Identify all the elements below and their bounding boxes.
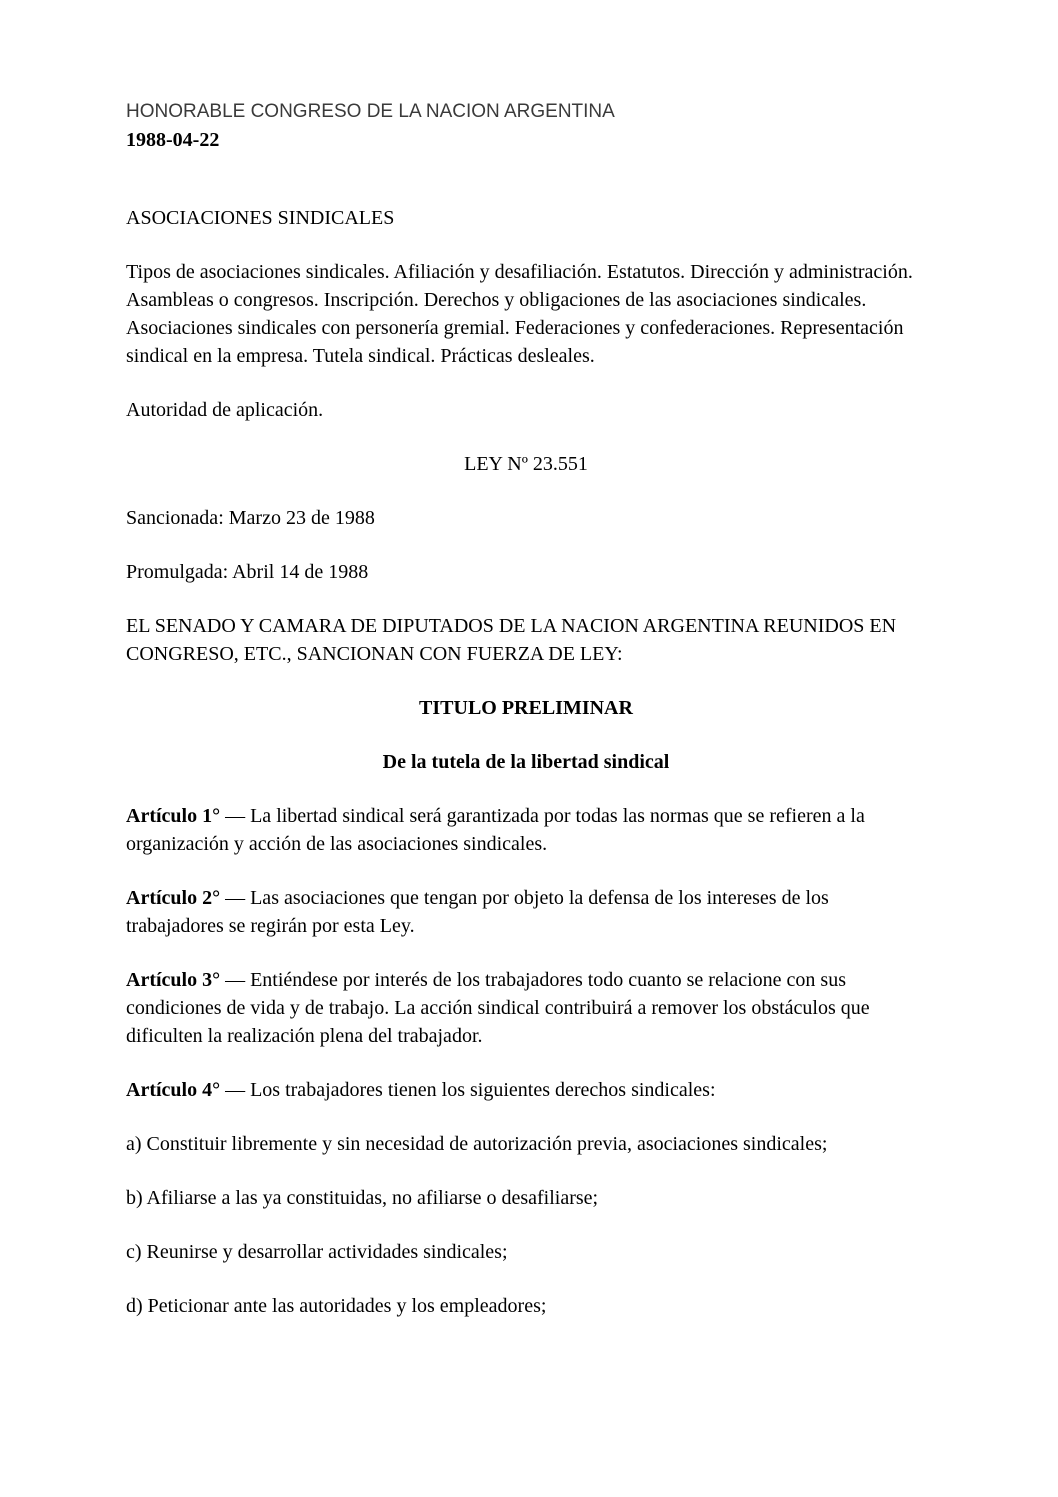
article-3 — [126, 966, 926, 1050]
article-text: — Entiéndese por interés de los trabajadores todo cuanto se relacione con sus condiciones de vida y de trabajo. La acción sindical contribuirá a remover los obstáculos que dificulten la realización plena del trabajador. — [126, 969, 870, 1047]
document-topic: ASOCIACIONES SINDICALES — [126, 207, 395, 229]
authority-line: Autoridad de aplicación. — [126, 399, 324, 421]
article-label: Artículo 2° — [126, 887, 221, 909]
article-text: — Los trabajadores tienen los siguientes derechos sindicales: — [220, 1079, 716, 1101]
section-title: TITULO PRELIMINAR — [419, 697, 633, 719]
article-4 — [126, 1076, 926, 1104]
article-label: Artículo 4° — [126, 1079, 221, 1101]
enacting-clause: EL SENADO Y CAMARA DE DIPUTADOS DE LA NACION ARGENTINA REUNIDOS EN CONGRESO, ETC., SANCIONAN CON FUERZA DE LEY: — [126, 615, 897, 665]
article-label: Artículo 1° — [126, 805, 221, 827]
article-1 — [126, 802, 926, 858]
clause-b: b) Afiliarse a las ya constituidas, no afiliarse o desafiliarse; — [126, 1187, 599, 1209]
document-summary: Tipos de asociaciones sindicales. Afiliación y desafiliación. Estatutos. Dirección y administración. Asambleas o congresos. Inscripción. Derechos y obligaciones de las asociaciones sindicales. Asociaciones sindicales con personería gremial. Federaciones y confederaciones. Representación sindical en la empresa. Tutela sindical. Prácticas desleales. — [126, 261, 913, 367]
clause-d: d) Peticionar ante las autoridades y los empleadores; — [126, 1295, 547, 1317]
header-organization: HONORABLE CONGRESO DE LA NACION ARGENTINA — [126, 101, 615, 122]
section-subtitle: De la tutela de la libertad sindical — [382, 751, 670, 773]
article-text: — Las asociaciones que tengan por objeto la defensa de los intereses de los trabajadores se regirán por esta Ley. — [126, 887, 829, 937]
clause-c: c) Reunirse y desarrollar actividades sindicales; — [126, 1241, 508, 1263]
sanctioned-date: Sancionada: Marzo 23 de 1988 — [126, 507, 375, 529]
article-2 — [126, 884, 926, 940]
article-text: — La libertad sindical será garantizada por todas las normas que se refieren a la organización y acción de las asociaciones sindicales. — [126, 805, 865, 855]
promulgated-date: Promulgada: Abril 14 de 1988 — [126, 561, 369, 583]
document-page — [126, 98, 926, 1320]
clause-a: a) Constituir libremente y sin necesidad de autorización previa, asociaciones sindicales; — [126, 1133, 828, 1155]
article-label: Artículo 3° — [126, 969, 221, 991]
header-date: 1988-04-22 — [126, 129, 220, 151]
law-number: LEY Nº 23.551 — [464, 453, 588, 475]
